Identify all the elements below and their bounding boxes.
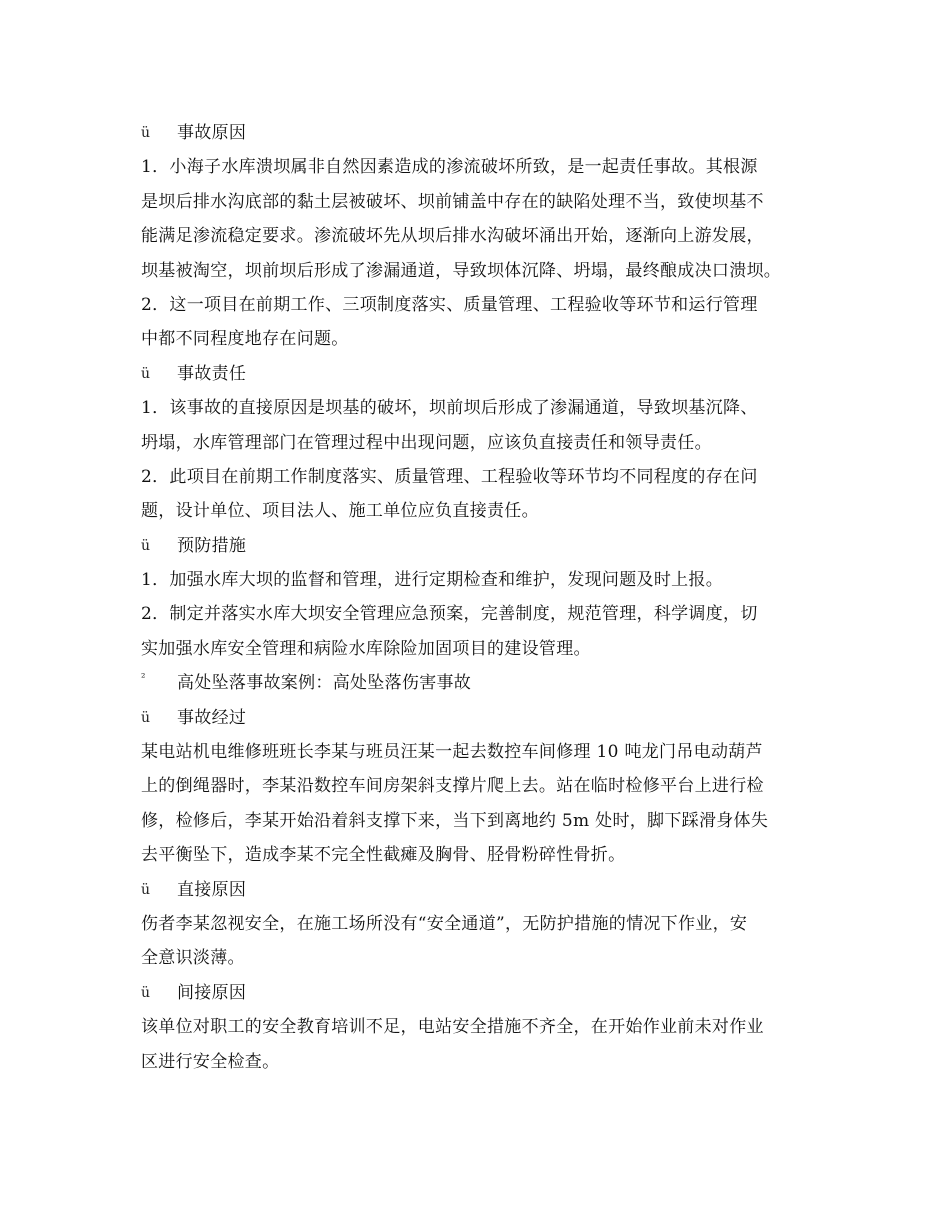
paragraph-line: 上的倒绳器时，李某沿数控车间房架斜支撑片爬上去。站在临时检修平台上进行检 (141, 776, 764, 797)
section-heading (141, 116, 831, 150)
paragraph-line: 2．这一项目在前期工作、三项制度落实、质量管理、工程验收等环节和运行管理 (141, 294, 758, 315)
section-title: 直接原因 (177, 879, 247, 900)
bullet-marker: ü (141, 365, 151, 382)
section-heading (141, 873, 831, 907)
case-title: 高处坠落事故案例：高处坠落伤害事故 (177, 673, 472, 694)
bullet-marker: ü (141, 537, 151, 554)
paragraph-line: 1．加强水库大坝的监督和管理，进行定期检查和维护，发现问题及时上报。 (141, 570, 724, 591)
bullet-marker: ü (141, 881, 151, 898)
paragraph-line: 去平衡坠下，造成李某不完全性截瘫及胸骨、胫骨粉碎性骨折。 (141, 845, 626, 866)
case-heading (141, 666, 831, 700)
section-heading (141, 701, 831, 735)
paragraph-line: 2．此项目在前期工作制度落实、质量管理、工程验收等环节均不同程度的存在问 (141, 466, 758, 487)
paragraph-line: 题，设计单位、项目法人、施工单位应负直接责任。 (141, 501, 539, 522)
paragraph-line: 1．小海子水库溃坝属非自然因素造成的渗流破坏所致，是一起责任事故。其根源 (141, 157, 758, 178)
paragraph-line: 1．该事故的直接原因是坝基的破坏，坝前坝后形成了渗漏通道，导致坝基沉降、 (141, 398, 758, 419)
section-title: 预防措施 (177, 535, 247, 556)
paragraph-line: 坝基被淘空，坝前坝后形成了渗漏通道，导致坝体沉降、坍塌，最终酿成决口溃坝。 (141, 260, 782, 281)
paragraph-line: 中都不同程度地存在问题。 (141, 329, 349, 350)
paragraph-line: 伤者李某忽视安全，在施工场所没有“安全通道”，无防护措施的情况下作业，安 (141, 913, 748, 934)
paragraph-line: 该单位对职工的安全教育培训不足，电站安全措施不齐全，在开始作业前未对作业 (141, 1017, 764, 1038)
paragraph-line: 修，检修后，李某开始沿着斜支撑下来，当下到离地约 5m 处时，脚下踩滑身体失 (141, 810, 769, 831)
section-heading (141, 976, 831, 1010)
section-title: 事故经过 (177, 707, 247, 728)
paragraph-line: 实加强水库安全管理和病险水库除险加固项目的建设管理。 (141, 638, 591, 659)
section-heading (141, 357, 831, 391)
section-heading (141, 529, 831, 563)
paragraph-line: 能满足渗流稳定要求。渗流破坏先从坝后排水沟破坏涌出开始，逐渐向上游发展， (141, 226, 764, 247)
bullet-marker: ² (141, 671, 146, 685)
bullet-marker: ü (141, 125, 151, 141)
document-body (141, 116, 831, 1079)
bullet-marker: ü (141, 709, 151, 726)
paragraph-line: 是坝后排水沟底部的黏土层被破坏、坝前铺盖中存在的缺陷处理不当，致使坝基不 (141, 191, 764, 212)
paragraph-line: 坍塌，水库管理部门在管理过程中出现问题，应该负直接责任和领导责任。 (141, 432, 712, 453)
paragraph-line: 2．制定并落实水库大坝安全管理应急预案，完善制度，规范管理，科学调度，切 (141, 604, 758, 625)
section-title: 事故原因 (177, 123, 247, 143)
paragraph-line: 区进行安全检查。 (141, 1051, 280, 1072)
paragraph-line: 某电站机电维修班班长李某与班员汪某一起去数控车间修理 10 吨龙门吊电动葫芦 (141, 742, 763, 763)
paragraph-line: 全意识淡薄。 (141, 948, 245, 969)
bullet-marker: ü (141, 984, 151, 1001)
section-title: 间接原因 (177, 982, 247, 1003)
section-title: 事故责任 (177, 363, 247, 384)
